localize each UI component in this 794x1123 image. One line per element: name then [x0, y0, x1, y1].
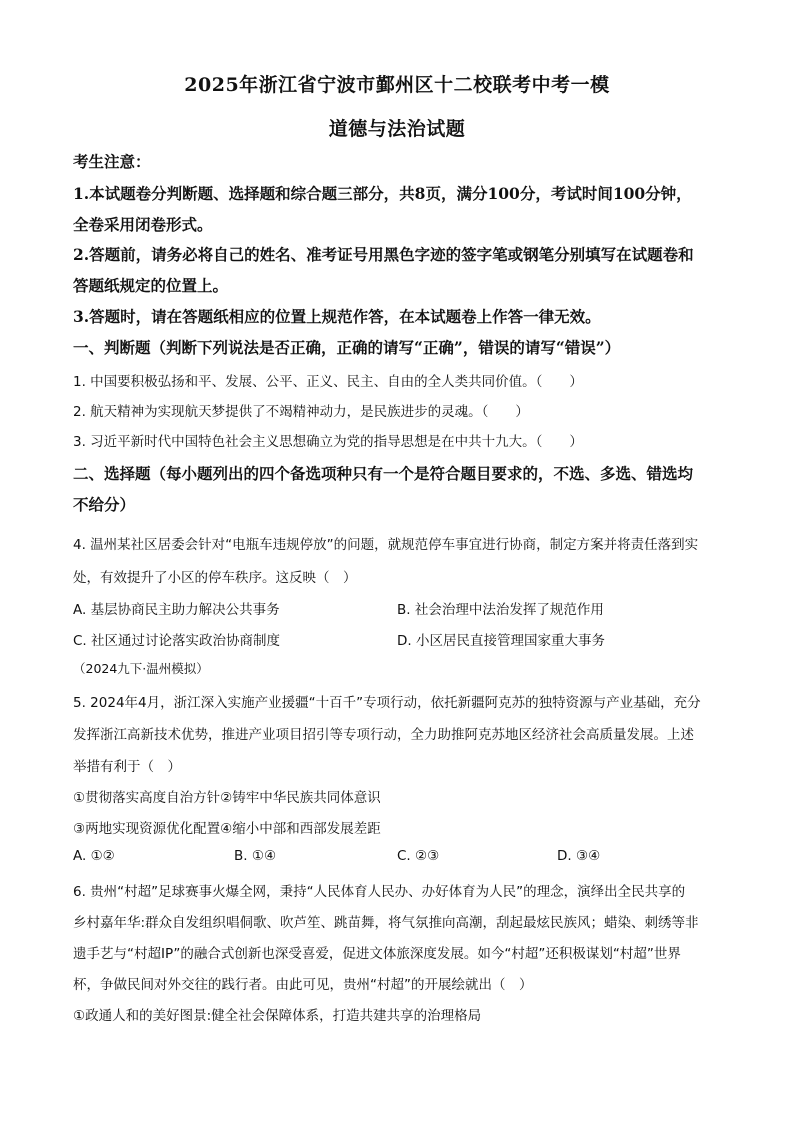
notice-item-2-cont: 答题纸规定的位置上。: [73, 276, 229, 295]
notice-item-2: 2.答题前，请务必将自己的姓名、准考证号用黑色字迹的签字笔或钢笔分别填写在试题卷和: [73, 245, 694, 264]
question-5-stem-cont-2: 举措有利于（ ）: [73, 759, 181, 775]
question-1: 1. 中国要积极弘扬和平、发展、公平、正义、民主、自由的全人类共同价值。（ ）: [73, 374, 583, 390]
question-4-option-a: A. 基层协商民主助力解决公共事务: [73, 602, 280, 618]
question-5-source: （2024九下·温州模拟）: [73, 661, 209, 676]
notice-item-1: 1.本试题卷分判断题、选择题和综合题三部分，共8页，满分100分，考试时间100分钟，: [73, 184, 692, 203]
question-6-stem-cont-3: 杯，争做民间对外交往的践行者。由此可见，贵州“村超”的开展绘就出（ ）: [73, 977, 533, 993]
question-2: 2. 航天精神为实现航天梦提供了不竭精神动力，是民族进步的灵魂。（ ）: [73, 404, 529, 420]
question-6-item-1: ①政通人和的美好图景:健全社会保障体系，打造共建共享的治理格局: [73, 1008, 482, 1024]
question-5-option-d: D. ③④: [557, 848, 601, 864]
question-4-stem-cont: 处，有效提升了小区的停车秩序。这反映（ ）: [73, 570, 357, 586]
question-3: 3. 习近平新时代中国特色社会主义思想确立为党的指导思想是在中共十九大。（ ）: [73, 434, 583, 450]
section-2-heading-cont: 不给分）: [73, 495, 136, 514]
question-6-stem-cont-2: 遗手艺与“村超IP”的融合式创新也深受喜爱，促进文体旅深度发展。如今“村超”还积极谋划“村超”世界: [73, 946, 681, 962]
question-5-stem: 5. 2024年4月，浙江深入实施产业援疆“十百千”专项行动，依托新疆阿克苏的独特资源与产业基础，充分: [73, 695, 701, 711]
question-4-option-c: C. 社区通过讨论落实政治协商制度: [73, 633, 281, 649]
section-1-heading: 一、判断题（判断下列说法是否正确，正确的请写“正确”，错误的请写“错误”）: [73, 338, 621, 357]
notice-item-3: 3.答题时，请在答题纸相应的位置上规范作答，在本试题卷上作答一律无效。: [73, 307, 601, 326]
question-5-stem-cont-1: 发挥浙江高新技术优势，推进产业项目招引等专项行动，全力助推阿克苏地区经济社会高质量发展。上述: [73, 727, 694, 743]
question-4-stem: 4. 温州某社区居委会针对“电瓶车违规停放”的问题，就规范停车事宜进行协商，制定方案并将责任落到实: [73, 537, 699, 553]
question-5-items-3-4: ③两地实现资源优化配置④缩小中部和西部发展差距: [73, 821, 381, 837]
question-5-option-a: A. ①②: [73, 848, 115, 864]
question-5-items-1-2: ①贯彻落实高度自治方针②铸牢中华民族共同体意识: [73, 790, 381, 806]
section-2-heading: 二、选择题（每小题列出的四个备选项种只有一个是符合题目要求的，不选、多选、错选均: [73, 464, 694, 483]
question-5-option-b: B. ①④: [234, 848, 277, 864]
question-6-stem-cont-1: 乡村嘉年华:群众自发组织唱侗歌、吹芦笙、跳苗舞，将气氛推向高潮，刮起最炫民族风；蜡染、刺绣等非: [73, 915, 699, 931]
question-4-option-b: B. 社会治理中法治发挥了规范作用: [397, 602, 604, 618]
notice-item-1-cont: 全卷采用闭卷形式。: [73, 215, 213, 234]
exam-title: 2025年浙江省宁波市鄞州区十二校联考中考一模: [184, 74, 610, 96]
notice-heading: 考生注意：: [73, 152, 151, 171]
exam-subtitle: 道德与法治试题: [328, 118, 466, 140]
question-4-option-d: D. 小区居民直接管理国家重大事务: [397, 633, 605, 649]
question-5-option-c: C. ②③: [397, 848, 440, 864]
question-6-stem: 6. 贵州“村超”足球赛事火爆全网，秉持“人民体育人民办、办好体育为人民”的理念，演绎出全民共享的: [73, 884, 686, 900]
